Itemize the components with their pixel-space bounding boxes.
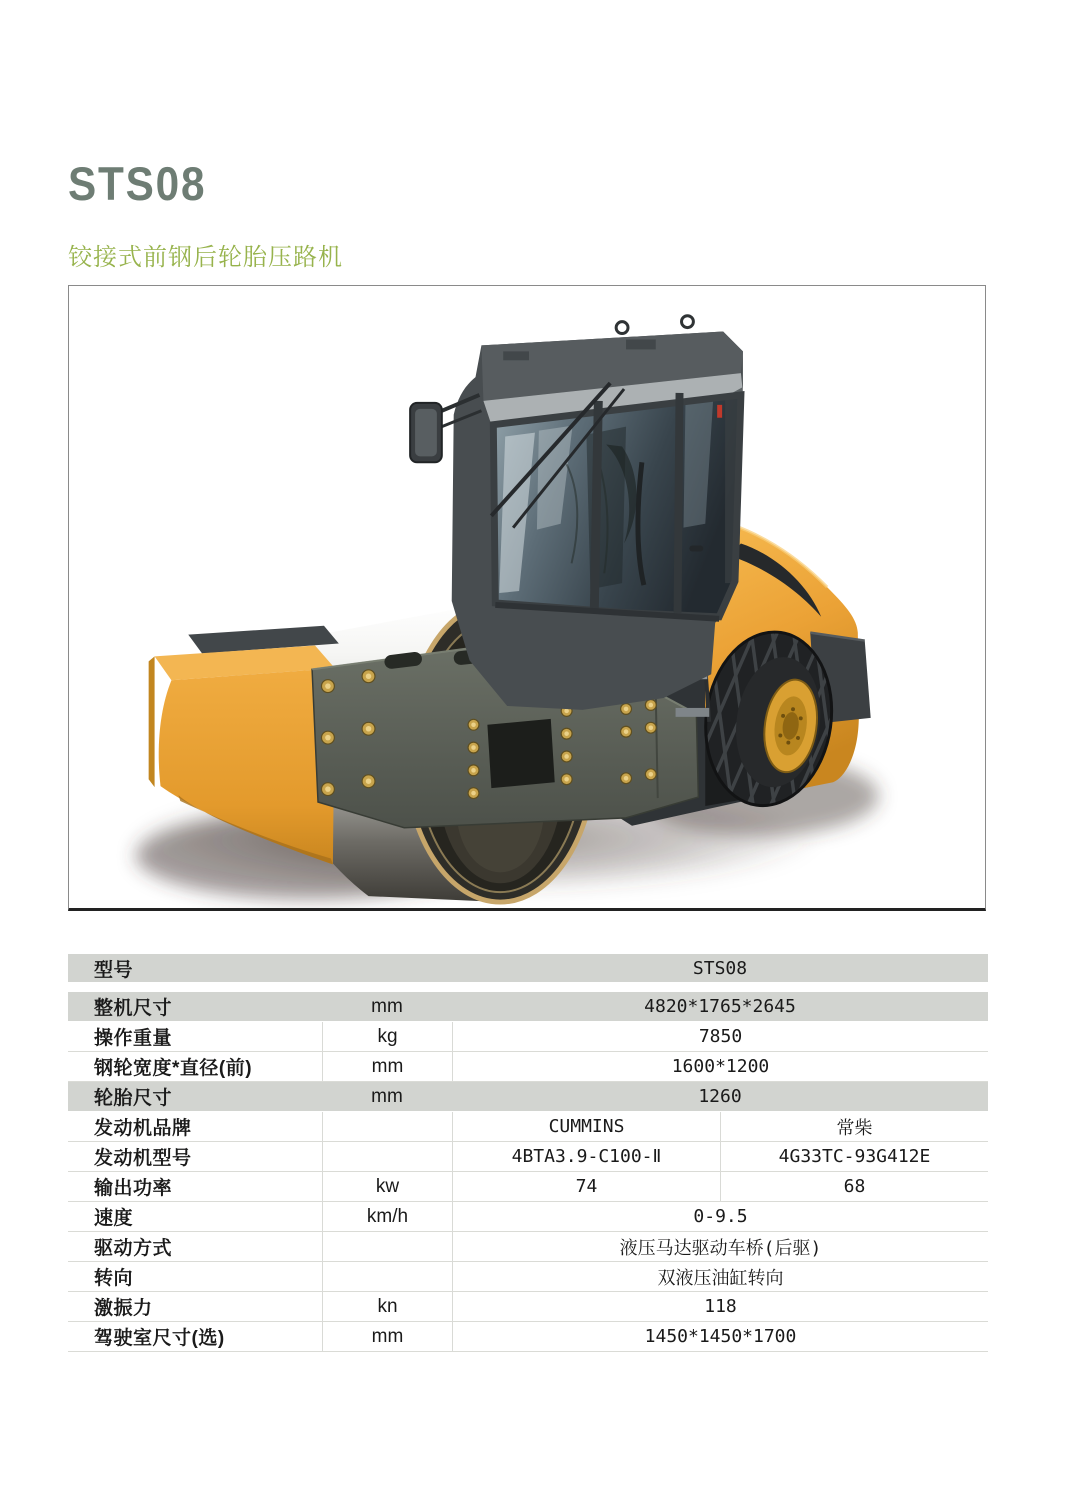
spec-unit: mm [371,1085,403,1107]
spec-unit: kw [322,1172,452,1201]
spec-unit [322,1142,452,1171]
spec-label: 轮胎尺寸 [94,1088,173,1109]
table-row [68,1022,988,1052]
spec-unit: kn [322,1292,452,1321]
spec-label: 激振力 [94,1298,153,1319]
spec-value: 常柴 [720,1112,988,1141]
table-row [68,954,988,983]
product-image-box [68,285,986,911]
spec-value: 1600*1200 [452,1052,988,1081]
spec-label: 整机尺寸 [94,998,173,1019]
spec-value: STS08 [692,957,748,979]
spec-label: 发动机型号 [94,1148,192,1169]
spec-unit [322,1232,452,1261]
spec-value: 74 [452,1172,720,1201]
spec-value: 4820*1765*2645 [644,996,796,1017]
table-row [68,1322,988,1352]
spec-value: CUMMINS [452,1112,720,1141]
table-row [68,1082,988,1112]
spec-label: 输出功率 [94,1178,173,1199]
spec-unit: kg [322,1022,452,1051]
spec-value: 液压马达驱动车桥(后驱) [452,1232,988,1261]
spec-unit: mm [322,1322,452,1351]
spec-unit [322,1112,452,1141]
spec-value: 7850 [452,1022,988,1051]
spec-label: 速度 [94,1208,134,1229]
table-row [68,1292,988,1322]
spec-table [68,954,988,1352]
spec-value: 4BTA3.9-C100-Ⅱ [452,1142,720,1171]
spec-label: 型号 [94,959,134,981]
table-row [68,1142,988,1172]
spec-unit [322,954,452,982]
table-row [68,1052,988,1082]
spec-label: 操作重量 [94,1028,173,1049]
spec-value: 1260 [698,1086,742,1107]
table-row [68,1202,988,1232]
spec-label: 驱动方式 [94,1238,173,1259]
spec-label: 钢轮宽度*直径(前) [94,1058,253,1079]
spec-label: 驾驶室尺寸(选) [94,1328,225,1349]
spec-unit [322,1262,452,1291]
spec-unit: mm [371,995,403,1017]
spec-value: 118 [452,1292,988,1321]
spec-value: 1450*1450*1700 [452,1322,988,1351]
table-row [68,1112,988,1142]
spec-value: 0-9.5 [452,1202,988,1231]
cab-sticker [717,405,722,418]
spec-value: 68 [720,1172,988,1201]
spec-unit: mm [322,1052,452,1081]
spec-label: 发动机品牌 [94,1118,192,1139]
spec-value: 4G33TC-93G412E [720,1142,988,1171]
spec-value: 双液压油缸转向 [452,1262,988,1291]
page-title: STS08 [68,157,207,210]
spec-unit: km/h [322,1202,452,1231]
table-row [68,992,988,1022]
table-row [68,1262,988,1292]
machine-illustration [69,286,985,908]
table-row [68,1232,988,1262]
table-row [68,1172,988,1202]
product-subtitle: 铰接式前钢后轮胎压路机 [68,244,343,271]
spec-label: 转向 [94,1268,134,1289]
